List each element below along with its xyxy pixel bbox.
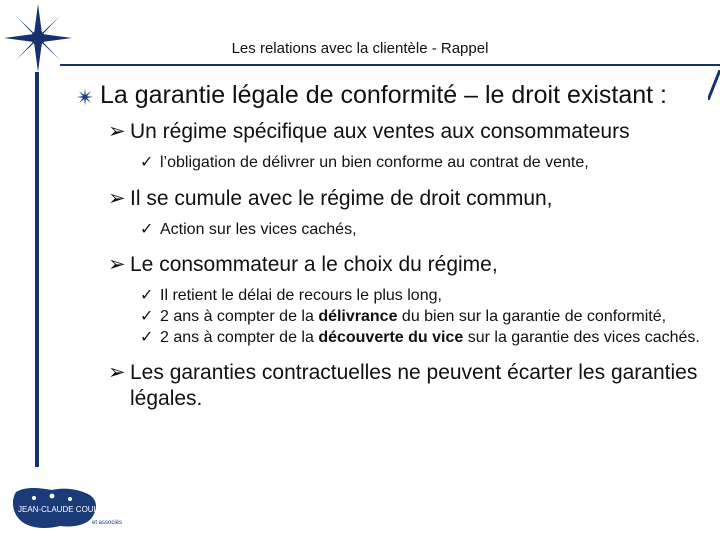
- subpoint-2-1: ✓ Action sur les vices cachés,: [140, 219, 702, 240]
- point-3: ➢ Le consommateur a le choix du régime,: [108, 252, 498, 276]
- arrow-bullet-icon: ➢: [108, 186, 126, 210]
- point-2: ➢ Il se cumule avec le régime de droit commun,: [108, 186, 553, 210]
- logo-text: JEAN-CLAUDE COULON: [18, 505, 111, 514]
- check-bullet-icon: ✓: [140, 308, 154, 326]
- slide-title: Les relations avec la clientèle - Rappel: [231, 40, 489, 57]
- main-heading: [76, 80, 702, 111]
- arrow-bullet-icon: ➢: [108, 252, 126, 276]
- arrow-bullet-icon: ➢: [108, 120, 126, 144]
- subpoint-3-3: ✓ 2 ans à compter de la découverte du vice sur la garantie des vices cachés.: [140, 327, 702, 348]
- slide-body: [76, 80, 702, 419]
- logo-subtext: et associés: [92, 520, 123, 526]
- point-1: ➢ Un régime spécifique aux ventes aux consommateurs: [108, 120, 630, 144]
- check-bullet-icon: ✓: [140, 329, 154, 347]
- title-underline: [60, 64, 720, 66]
- arrow-bullet-icon: ➢: [108, 361, 126, 385]
- subpoint-1-1: ✓ l’obligation de délivrer un bien conforme au contrat de vente,: [140, 152, 702, 173]
- corner-mark-icon: [708, 70, 720, 100]
- firm-logo: [12, 484, 124, 532]
- main-heading-text: La garantie légale de conformité – le droit existant :: [100, 81, 668, 109]
- check-bullet-icon: ✓: [140, 154, 154, 172]
- sparkle-icon: ✴: [76, 85, 95, 110]
- check-bullet-icon: ✓: [140, 287, 154, 305]
- point-4: ➢ Les garanties contractuelles ne peuvent écarter les garanties légales.: [108, 361, 698, 410]
- vertical-rule: [35, 72, 39, 467]
- subpoint-3-2: ✓ 2 ans à compter de la délivrance du bien sur la garantie de conformité,: [140, 306, 702, 327]
- check-bullet-icon: ✓: [140, 220, 154, 238]
- subpoint-3-1: ✓ Il retient le délai de recours le plus long,: [140, 285, 702, 306]
